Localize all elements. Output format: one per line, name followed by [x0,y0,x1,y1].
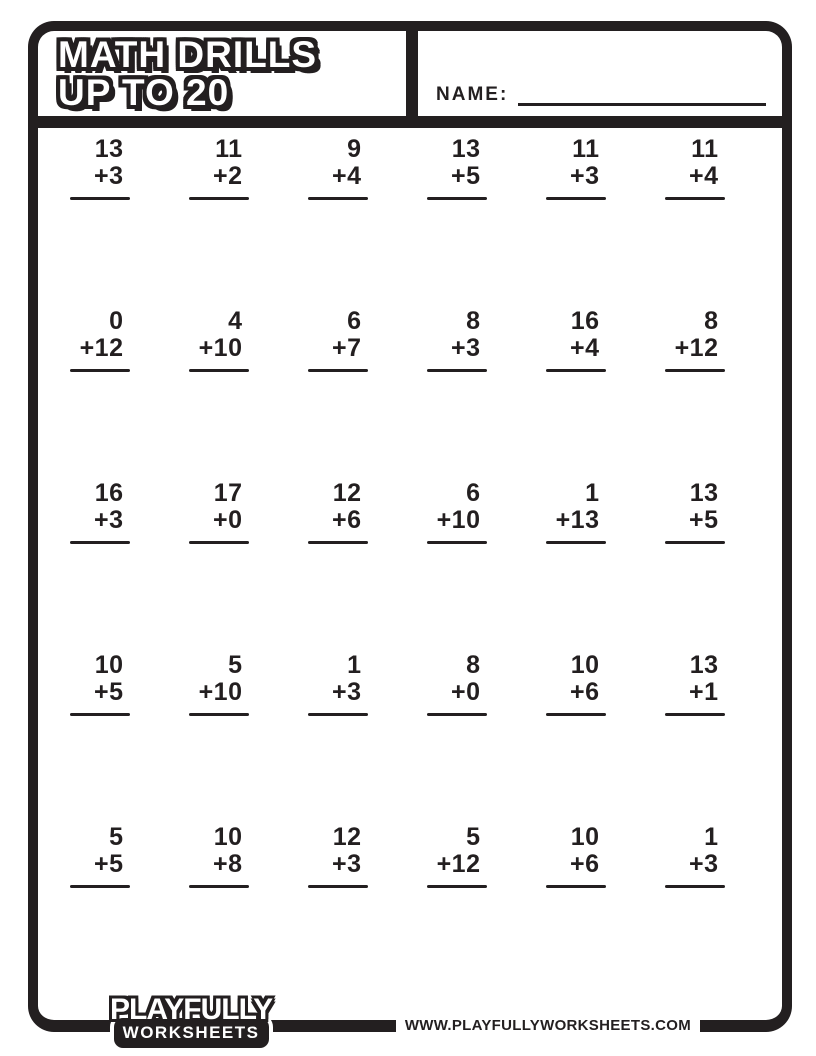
addend-top: 6 [347,307,362,335]
answer-line [546,713,606,716]
addend-top: 8 [466,651,481,679]
answer-line [308,197,368,200]
addend-bottom-with-operator: +5 [93,850,124,878]
addend-bottom-with-operator: +3 [93,162,124,190]
addend-bottom-with-operator: +3 [688,850,719,878]
addend-bottom-with-operator: +3 [93,506,124,534]
answer-line [308,369,368,372]
addend-bottom-with-operator: +12 [674,334,719,362]
worksheet-frame [28,21,792,1042]
addend-top: 13 [689,479,719,507]
addend-bottom-with-operator: +3 [569,162,600,190]
addend-top: 9 [347,135,362,163]
addend-top: 11 [215,135,243,163]
addition-problem [304,308,368,372]
answer-line [189,713,249,716]
addition-problem [423,308,487,372]
addition-problem [661,136,725,200]
addend-top: 16 [94,479,124,507]
addend-top: 11 [691,135,719,163]
addend-bottom-with-operator: +5 [450,162,481,190]
website-url: WWW.PLAYFULLYWORKSHEETS.COM [396,1015,700,1037]
addend-top: 6 [466,479,481,507]
answer-line [308,541,368,544]
addend-bottom-with-operator: +7 [331,334,362,362]
addend-top: 5 [228,651,243,679]
addend-top: 5 [466,823,481,851]
addition-problem [661,480,725,544]
answer-line [189,885,249,888]
addend-bottom-with-operator: +3 [450,334,481,362]
addend-top: 1 [585,479,600,507]
addend-top: 8 [704,307,719,335]
problems-grid [38,128,782,996]
addition-problem [423,652,487,716]
addend-top: 10 [570,651,600,679]
addition-problem [185,480,249,544]
addition-problem [66,136,130,200]
answer-line [427,885,487,888]
name-block [406,31,782,116]
playfully-worksheets-logo [110,995,272,1048]
addend-top: 11 [572,135,600,163]
logo-playfully-text: PLAYFULLY [110,993,273,1026]
addend-bottom-with-operator: +10 [198,678,243,706]
addend-top: 0 [109,307,124,335]
name-label: NAME: [436,84,509,105]
header [38,31,782,128]
addition-problem [661,824,725,888]
answer-line [665,197,725,200]
addend-top: 13 [689,651,719,679]
addition-problem [66,480,130,544]
answer-line [70,713,130,716]
answer-line [427,197,487,200]
addend-bottom-with-operator: +8 [212,850,243,878]
addend-top: 12 [332,823,362,851]
answer-line [665,541,725,544]
title-block [38,31,406,116]
answer-line [427,541,487,544]
answer-line [189,197,249,200]
addition-problem [542,652,606,716]
addend-top: 12 [332,479,362,507]
addition-problem [66,652,130,716]
addend-bottom-with-operator: +2 [212,162,243,190]
addend-top: 10 [94,651,124,679]
addend-top: 1 [347,651,362,679]
logo-worksheets-text: WORKSHEETS [114,1018,269,1048]
addend-top: 5 [109,823,124,851]
addition-problem [423,136,487,200]
addition-problem [304,480,368,544]
addend-bottom-with-operator: +0 [212,506,243,534]
addend-bottom-with-operator: +3 [331,678,362,706]
name-write-line [518,86,766,106]
answer-line [546,197,606,200]
addend-bottom-with-operator: +5 [688,506,719,534]
addend-bottom-with-operator: +4 [331,162,362,190]
addend-bottom-with-operator: +1 [688,678,719,706]
addition-problem [304,824,368,888]
answer-line [546,369,606,372]
answer-line [70,541,130,544]
addend-bottom-with-operator: +6 [569,850,600,878]
addend-bottom-with-operator: +10 [198,334,243,362]
addition-problem [304,652,368,716]
addition-problem [661,652,725,716]
worksheet-title-line2: UP TO 20 [58,72,230,113]
addend-bottom-with-operator: +0 [450,678,481,706]
answer-line [308,885,368,888]
addend-bottom-with-operator: +6 [569,678,600,706]
answer-line [70,369,130,372]
addition-problem [66,824,130,888]
addition-problem [185,308,249,372]
worksheet-title-line1: MATH DRILLS [58,34,317,75]
addend-top: 17 [213,479,243,507]
addend-bottom-with-operator: +13 [555,506,600,534]
answer-line [665,713,725,716]
answer-line [427,713,487,716]
addition-problem [185,652,249,716]
answer-line [70,197,130,200]
addend-top: 10 [213,823,243,851]
answer-line [665,885,725,888]
answer-line [665,369,725,372]
addend-bottom-with-operator: +4 [688,162,719,190]
addition-problem [423,480,487,544]
addend-top: 8 [466,307,481,335]
addend-top: 13 [94,135,124,163]
addition-problem [542,136,606,200]
addend-top: 13 [451,135,481,163]
addition-problem [542,824,606,888]
addition-problem [304,136,368,200]
addend-bottom-with-operator: +3 [331,850,362,878]
addend-bottom-with-operator: +10 [436,506,481,534]
addition-problem [542,308,606,372]
addition-problem [423,824,487,888]
addition-problem [185,136,249,200]
addend-top: 16 [570,307,600,335]
answer-line [70,885,130,888]
addend-bottom-with-operator: +4 [569,334,600,362]
addend-bottom-with-operator: +6 [331,506,362,534]
answer-line [546,885,606,888]
addend-bottom-with-operator: +12 [79,334,124,362]
answer-line [546,541,606,544]
addition-problem [661,308,725,372]
addend-bottom-with-operator: +5 [93,678,124,706]
answer-line [308,713,368,716]
addition-problem [542,480,606,544]
addition-problem [185,824,249,888]
addition-problem [66,308,130,372]
answer-line [189,541,249,544]
answer-line [189,369,249,372]
answer-line [427,369,487,372]
addend-top: 10 [570,823,600,851]
addend-top: 4 [228,307,243,335]
addend-bottom-with-operator: +12 [436,850,481,878]
addend-top: 1 [704,823,719,851]
